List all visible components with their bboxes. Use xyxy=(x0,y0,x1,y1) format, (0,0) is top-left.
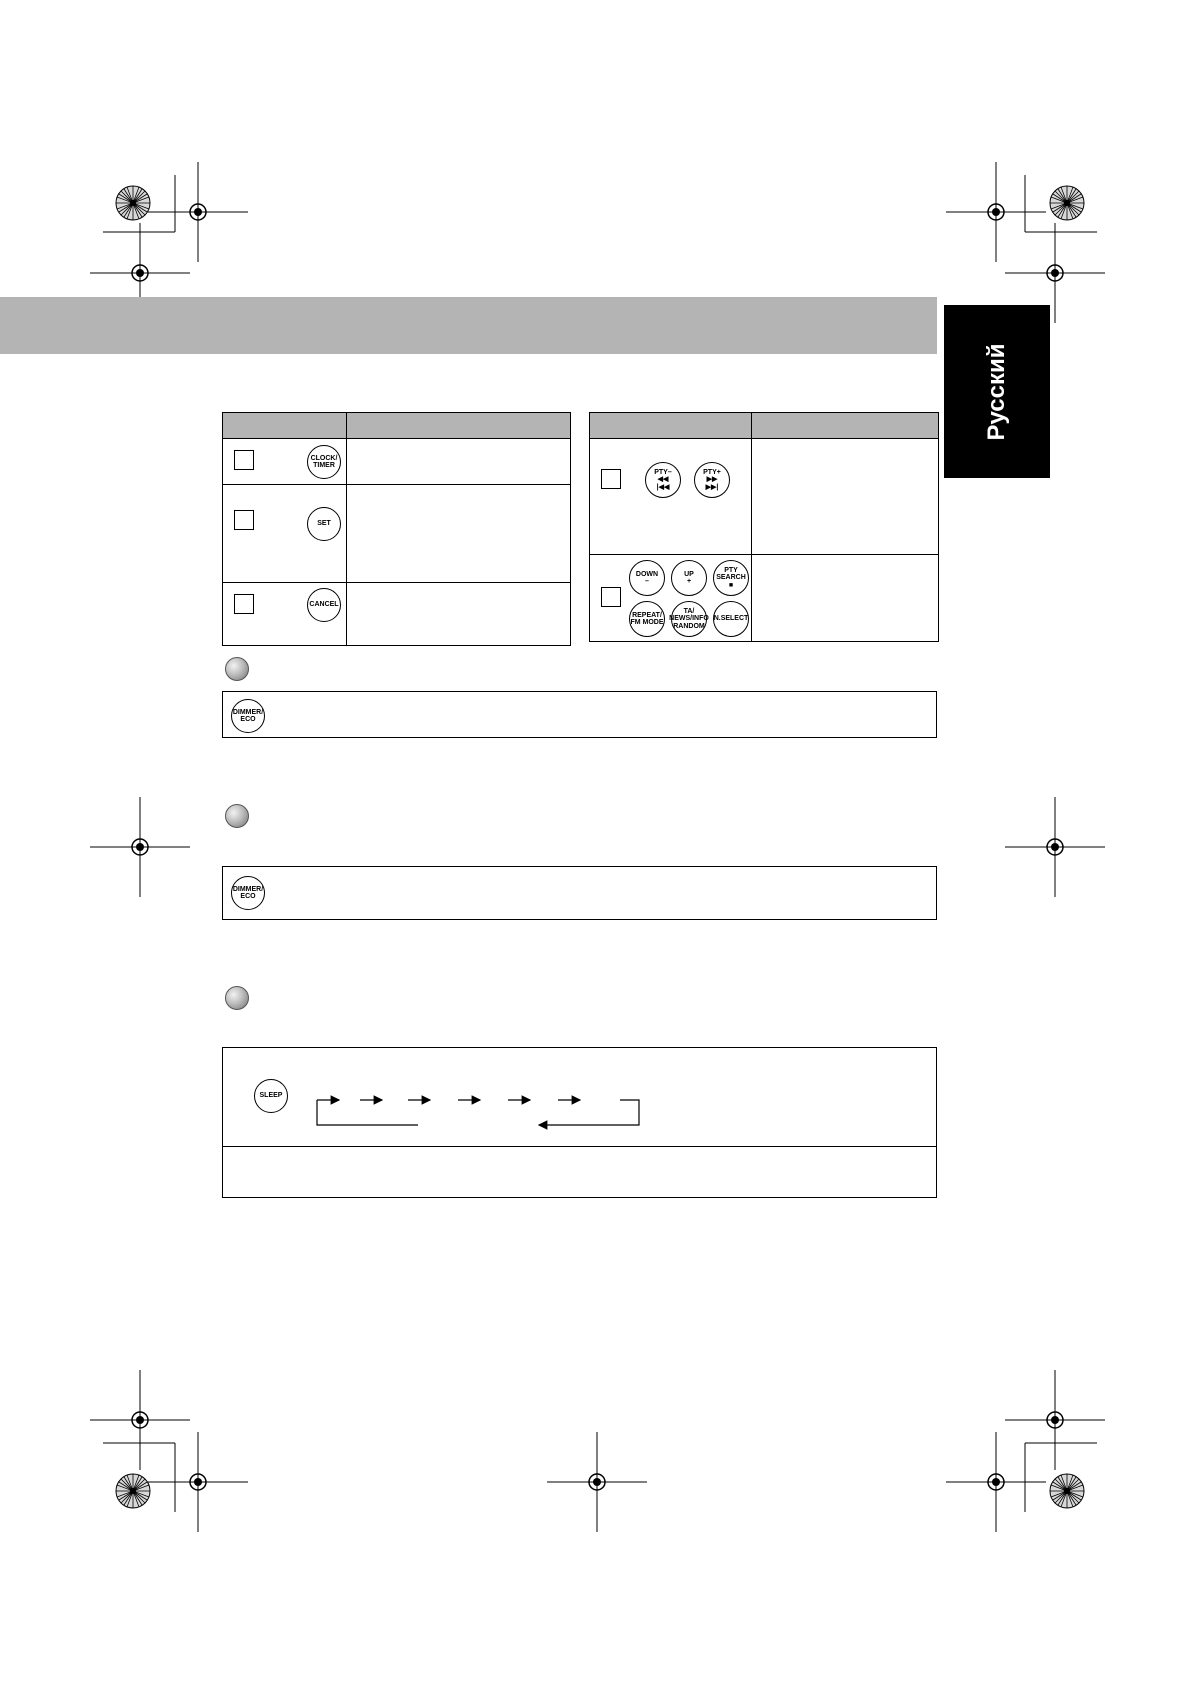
repeat-fm-mode-button[interactable]: REPEAT/ FM MODE xyxy=(629,601,665,637)
up-button[interactable]: UP + xyxy=(671,560,707,596)
ta-news-info-random-button[interactable]: TA/ NEWS/INFO RANDOM xyxy=(671,601,707,637)
cancel-button[interactable]: CANCEL xyxy=(307,588,341,622)
cycle-return-line xyxy=(317,1100,418,1125)
pty-minus-skip-back-button[interactable]: PTY– ◀◀ |◀◀ xyxy=(645,462,681,498)
pty-search-button[interactable]: PTY SEARCH ■ xyxy=(713,560,749,596)
set-button[interactable]: SET xyxy=(307,507,341,541)
dimmer-eco-button[interactable]: DIMMER/ ECO xyxy=(231,699,265,733)
dimmer-eco-button[interactable]: DIMMER/ ECO xyxy=(231,876,265,910)
cycle-return-arrow xyxy=(539,1100,639,1125)
sleep-button[interactable]: SLEEP xyxy=(254,1079,288,1113)
n-select-button[interactable]: N.SELECT xyxy=(713,601,749,637)
down-button[interactable]: DOWN – xyxy=(629,560,665,596)
pty-plus-skip-forward-button[interactable]: PTY+ ▶▶ ▶▶| xyxy=(694,462,730,498)
language-label: Русский xyxy=(983,343,1010,440)
clock-timer-button[interactable]: CLOCK/ TIMER xyxy=(307,445,341,479)
